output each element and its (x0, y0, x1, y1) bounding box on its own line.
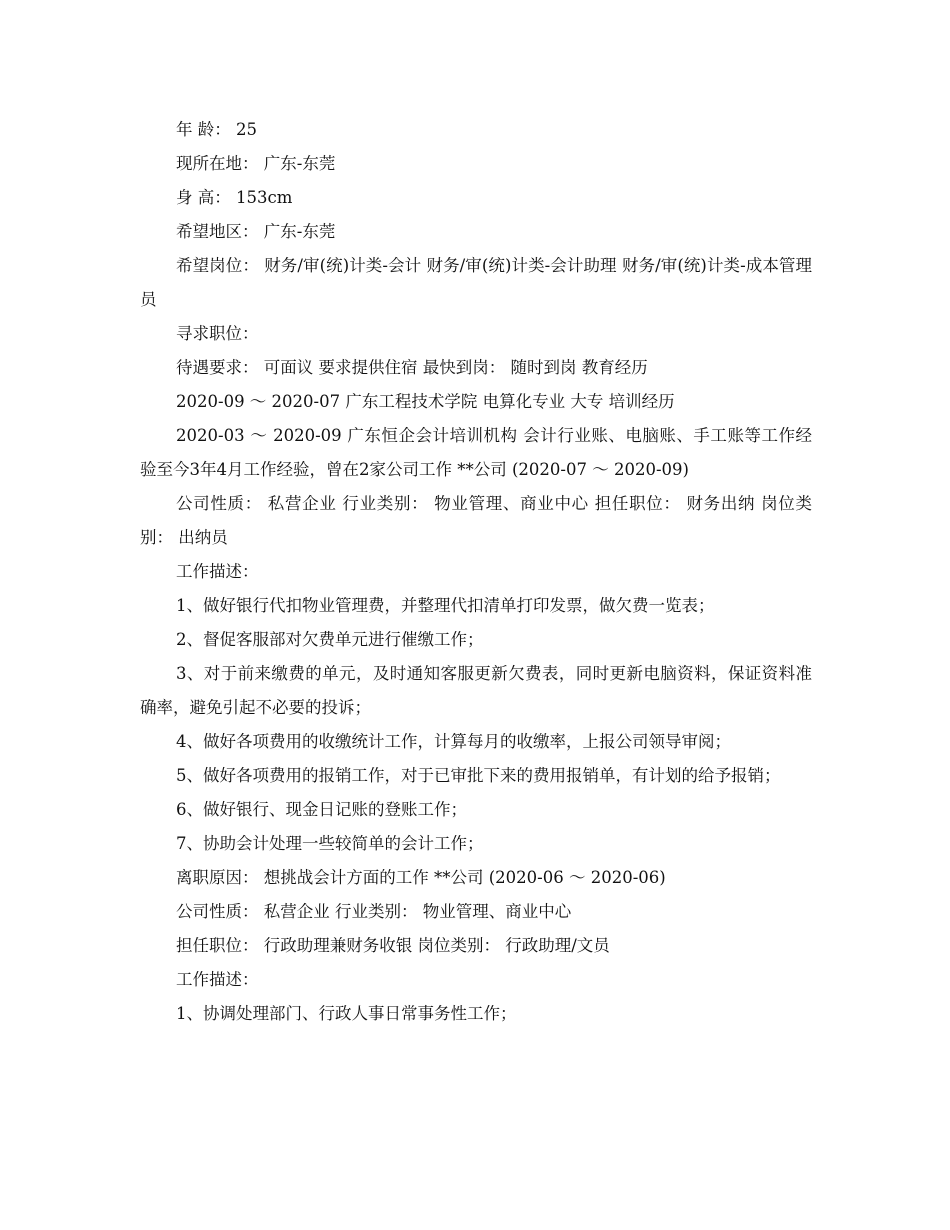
job1-company-info: 公司性质： 私营企业 行业类别： 物业管理、商业中心 担任职位： 财务出纳 岗位类别： 出纳员 (140, 494, 812, 547)
job1-duty-4: 4、做好各项费用的收缴统计工作，计算每月的收缴率，上报公司领导审阅； (176, 732, 731, 751)
job1-duty-6: 6、做好银行、现金日记账的登账工作； (176, 800, 467, 819)
field-salary-requirements: 待遇要求： 可面议 要求提供住宿 最快到岗： 随时到岗 教育经历 (176, 358, 648, 377)
job2-duty-1: 1、协调处理部门、行政人事日常事务性工作； (176, 1004, 517, 1023)
field-desired-region: 希望地区： 广东-东莞 (176, 222, 336, 241)
field-age: 年 龄： 25 (176, 120, 257, 139)
field-height: 身 高： 153cm (176, 188, 293, 207)
job2-company-info: 公司性质： 私营企业 行业类别： 物业管理、商业中心 (176, 902, 572, 921)
job1-duty-7: 7、协助会计处理一些较简单的会计工作； (176, 834, 484, 853)
field-seeking-position: 寻求职位： (176, 324, 259, 343)
job1-description-heading: 工作描述： (176, 562, 259, 581)
job1-leaving-reason: 离职原因： 想挑战会计方面的工作 **公司 (2020-06 ～ 2020-06) (176, 868, 666, 887)
field-desired-positions: 希望岗位： 财务/审(统)计类-会计 财务/审(统)计类-会计助理 财务/审(统)计类-成本管理员 (140, 256, 812, 309)
job1-duty-3: 3、对于前来缴费的单元，及时通知客服更新欠费表，同时更新电脑资料，保证资料准确率，避免引起不必要的投诉； (140, 664, 812, 717)
job1-duty-1: 1、做好银行代扣物业管理费，并整理代扣清单打印发票，做欠费一览表； (176, 596, 715, 615)
document-body (140, 113, 812, 1031)
job2-position-info: 担任职位： 行政助理兼财务收银 岗位类别： 行政助理/文员 (176, 936, 610, 955)
field-current-location: 现所在地： 广东-东莞 (176, 154, 336, 173)
job1-duty-5: 5、做好各项费用的报销工作，对于已审批下来的费用报销单，有计划的给予报销； (176, 766, 781, 785)
job2-description-heading: 工作描述： (176, 970, 259, 989)
training-entry: 2020-03 ～ 2020-09 广东恒企会计培训机构 会计行业账、电脑账、手工账等工作经验至今3年4月工作经验，曾在2家公司工作 **公司 (2020-07 ～ 2020-09) (140, 426, 812, 479)
job1-duty-2: 2、督促客服部对欠费单元进行催缴工作； (176, 630, 484, 649)
education-entry: 2020-09 ～ 2020-07 广东工程技术学院 电算化专业 大专 培训经历 (176, 392, 675, 411)
